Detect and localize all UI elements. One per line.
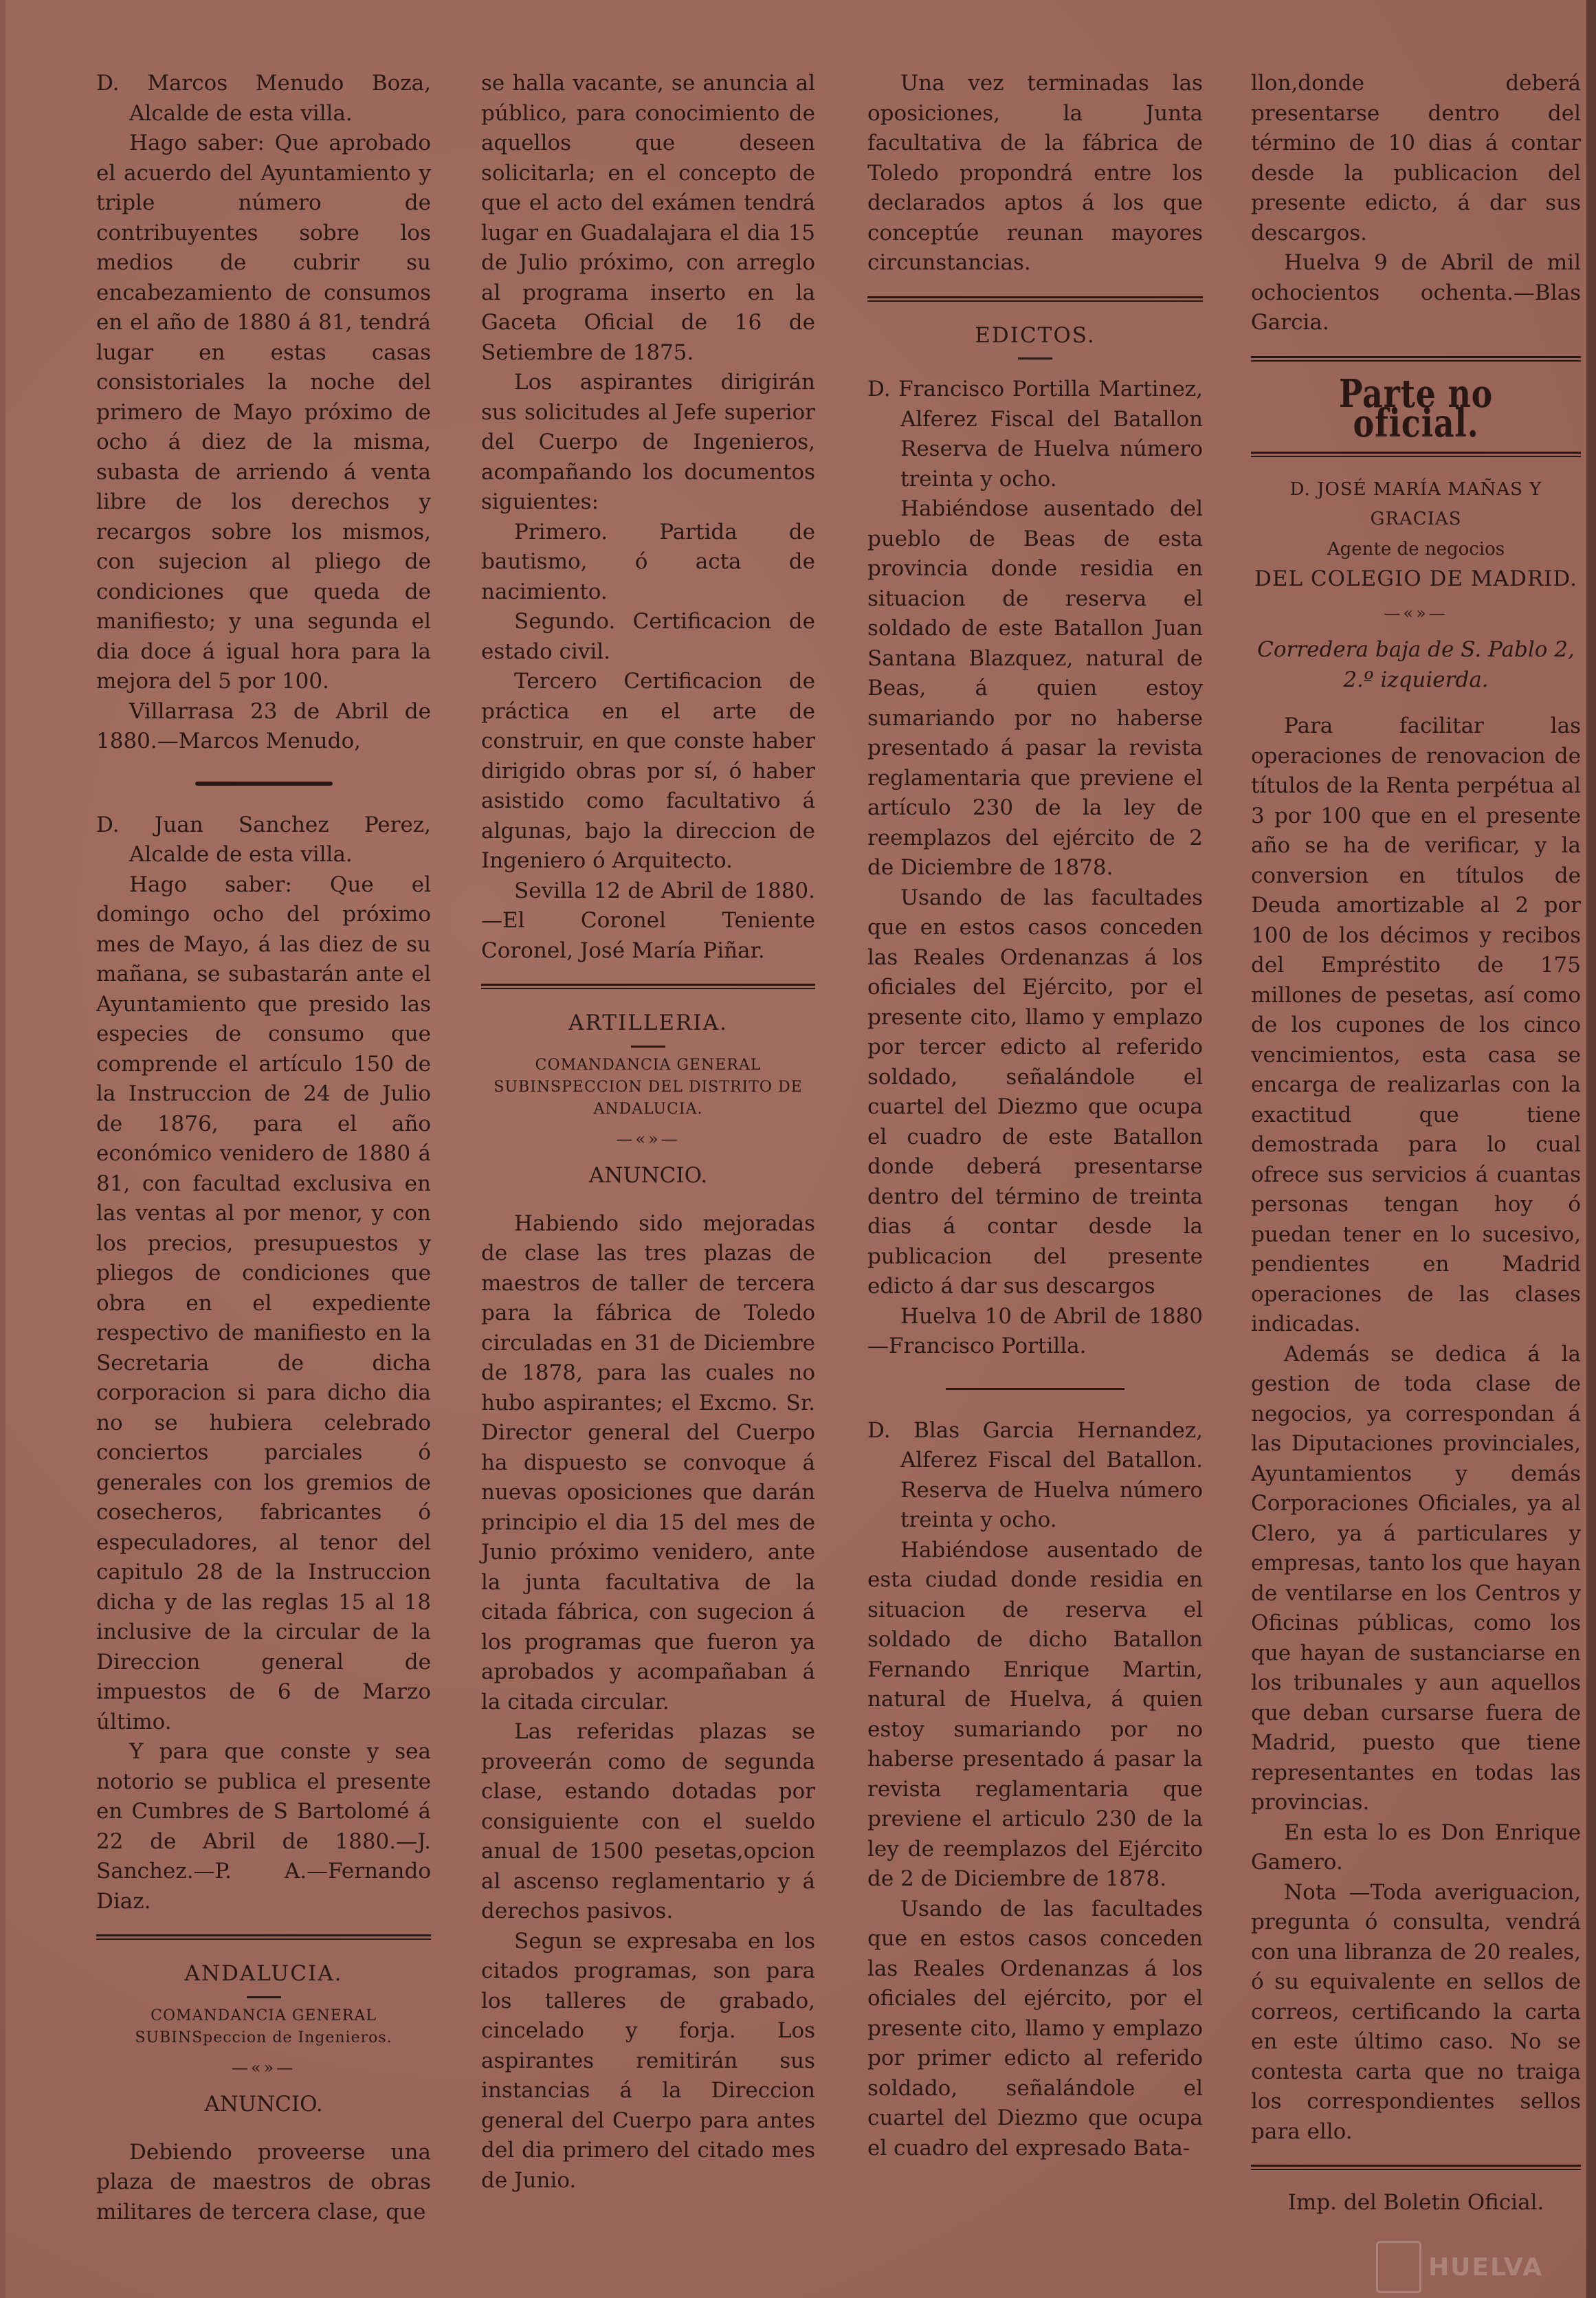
edict-body-garcia: Habiéndose ausentado de esta ciudad donde residia en situacion de reserva el soldado de dicho Batallon Fernando Enrique Martin, natural de Huelva, á quien estoy sumariando por no haberse presentado á pasar la revista reglamentaria que previene el articulo 230 de la ley de reemplazos del Ejército de 2 de Diciembre de 1878. xyxy=(867,1537,1203,1891)
notice-body-plazas: Las referidas plazas se proveerán como de segunda clase, estando dotadas por consiguiente con el sueldo anual de 1500 pesetas,opcion al ascenso reglamentario y á derechos pasivos. xyxy=(481,1719,815,1923)
agent-name: D. JOSÉ MARÍA MAÑAS Y GRACIAS xyxy=(1289,478,1542,529)
edict-header-garcia: D. Blas Garcia Hernandez, Alferez Fiscal del Batallon. Reserva de Huelva número treinta y ocho. xyxy=(867,1417,1203,1532)
edict-continued: llon,donde deberá presentarse dentro del término de 10 dias á contar desde la publicacion del presente edicto, á dar sus descargos. xyxy=(1251,71,1581,245)
column-2 xyxy=(481,69,815,2196)
archive-emblem-icon xyxy=(1376,2241,1421,2293)
notice-body-junta: Una vez terminadas las oposiciones, la Junta facultativa de la fábrica de Toledo propondrá entre los declarados aptos á los que conceptúe reunan mayores circunstancias. xyxy=(867,71,1203,275)
section-rule xyxy=(96,1934,431,1940)
ad-note: Nota —Toda averiguacion, pregunta ó consulta, vendrá con una libranza de 20 reales, ó su equivalente en sellos de correos, certificando la carta en este último caso. No se contesta carta que no traiga los correspondientes sellos para ello. xyxy=(1251,1879,1581,2144)
anuncio-heading: ANUNCIO. xyxy=(204,2092,323,2117)
edict-signature-portilla: Huelva 10 de Abril de 1880 —Francisco Portilla. xyxy=(867,1303,1203,1358)
agent-address: Corredera baja de S. Pablo 2, 2.º izquierda. xyxy=(1257,637,1575,692)
section-heading-artilleria: ARTILLERIA. xyxy=(568,1010,728,1035)
archive-watermark-logo xyxy=(1376,2236,1582,2298)
dash-divider xyxy=(1018,357,1052,360)
page-edge-left xyxy=(0,0,5,2298)
separator xyxy=(195,782,333,786)
notice-signature-pinar: Sevilla 12 de Abril de 1880.—El Coronel Teniente Coronel, José María Piñar. xyxy=(481,878,815,963)
edict-facultades-garcia: Usando de las facultades que en estos casos conceden las Reales Ordenanzas á los oficiales del ejército, por el presente cito, llamo y emplazo por primer edicto al referido soldado, señalándole el cuartel del Diezmo que ocupa el cuadro del expresado Bata- xyxy=(867,1896,1203,2161)
notice-item-segundo: Segundo. Certificacion de estado civil. xyxy=(481,609,815,664)
ornament: —«»— xyxy=(231,2057,296,2077)
dash-divider xyxy=(247,1996,281,1998)
notice-header-menudo: D. Marcos Menudo Boza, Alcalde de esta villa. xyxy=(96,71,431,126)
notice-body-menudo: Hago saber: Que aprobado el acuerdo del Ayuntamiento y triple número de contribuyentes sobre los medios de cubrir su encabezamiento de consumos en el año de 1880 á 81, tendrá lugar en estas casas consistoriales la noche del primero de Mayo próximo de ocho á diez de la misma, subasta de arriendo á venta libre de los derechos y recargos sobre los mismos, con sujecion al pliego de condiciones que queda de manifiesto; y una segunda el dia doce á igual hora para la mejora del 5 por 100. xyxy=(96,131,431,694)
separator xyxy=(946,1388,1124,1390)
section-rule xyxy=(1251,2165,1581,2170)
notice-body-sanchez: Hago saber: Que el domingo ocho del próximo mes de Mayo, á las diez de su mañana, se subastarán ante el Ayuntamiento que presido las especies de consumo que comprende el artículo 150 de la Instruccion de 24 de Julio de 1876, para el año económico venidero de 1880 á 81, con facultad exclusiva en las ventas al por menor, y con los precios, presupuestos y pliegos de condiciones que obra en el expediente respectivo de manifiesto en la Secretaria de dicha corporacion si para dicho dia no se hubiera celebrado conciertos parciales ó generales con los gremios de cosecheros, fabricantes ó especuladores, al tenor del capitulo 28 de la Instruccion dicha y de las reglas 15 al 18 inclusive de la circular de la Direccion general de impuestos de 6 de Marzo último. xyxy=(96,872,431,1734)
column-4 xyxy=(1251,69,1581,2218)
subheading-artilleria: COMANDANCIA GENERAL SUBINSPECCION DEL DISTRITO DE ANDALUCIA. xyxy=(494,1056,803,1118)
watermark-text: HUELVA xyxy=(1428,2253,1544,2282)
notice-header-sanchez: D. Juan Sanchez Perez, Alcalde de esta villa. xyxy=(96,812,431,867)
notice-aspirantes: Los aspirantes dirigirán sus solicitudes al Jefe superior del Cuerpo de Ingenieros, acompañando los documentos siguientes: xyxy=(481,370,815,514)
dash-divider xyxy=(631,1046,665,1048)
notice-item-tercero: Tercero Certificacion de práctica en el arte de construir, en que conste haber dirigido obras por sí, ó haber asistido como facultativo á algunas, bajo la direccion de Ingeniero ó Arquitecto. xyxy=(481,669,815,873)
column-1 xyxy=(96,69,431,2227)
notice-body-programas: Segun se expresaba en los citados programas, son para los talleres de grabado, cincelado y forja. Los aspirantes remitirán sus instancias á la Direccion general del Cuerpo para antes del dia primero del citado mes de Junio. xyxy=(481,1928,815,2193)
ad-body-negocios: Además se dedica á la gestion de toda clase de negocios, ya correspondan á las Diputaciones provinciales, Ayuntamientos y demás Corporaciones Oficiales, ya al Clero, ya á particulares y empresas, tanto los que hayan de ventilarse en los Centros y Oficinas públicas, como los que hayan de sustanciarse en los tribunales y aun aquellos que deban cursarse fuera de Madrid, puesto que tiene representantes en todas las provincias. xyxy=(1251,1341,1581,1815)
notice-signature-menudo: Villarrasa 23 de Abril de 1880.—Marcos Menudo, xyxy=(96,698,431,753)
edict-body-portilla: Habiéndose ausentado del pueblo de Beas de esta provincia donde residia en situacion de reserva el soldado de este Batallon Juan Santana Blazquez, natural de Beas, á quien estoy sumariando por no haberse presentado á pasar la revista reglamentaria que previene el artículo 230 de la ley de reemplazos del ejército de 2 de Diciembre de 1878. xyxy=(867,496,1203,880)
edict-header-portilla: D. Francisco Portilla Martinez, Alferez Fiscal del Batallon Reserva de Huelva número treinta y ocho. xyxy=(867,377,1203,491)
section-rule xyxy=(1251,452,1581,457)
edict-signature-garcia: Huelva 9 de Abril de mil ochocientos ochenta.—Blas Garcia. xyxy=(1251,250,1581,335)
imprint: Imp. del Boletin Oficial. xyxy=(1287,2190,1544,2215)
notice-body-continued: se halla vacante, se anuncia al público, para conocimiento de aquellos que deseen solicitarla; en el concepto de que el acto del exámen tendrá lugar en Guadalajara el dia 15 de Julio próximo, con arreglo al programa inserto en la Gaceta Oficial de 16 de Setiembre de 1875. xyxy=(481,71,815,365)
ad-body-gamero: En esta lo es Don Enrique Gamero. xyxy=(1251,1820,1581,1875)
section-heading-andalucia: ANDALUCIA. xyxy=(184,1961,343,1986)
anuncio-heading: ANUNCIO. xyxy=(588,1163,708,1188)
section-heading-parte-no-oficial: Parte no oficial. xyxy=(1338,371,1494,446)
agent-college: DEL COLEGIO DE MADRID. xyxy=(1254,566,1578,591)
section-rule xyxy=(1251,356,1581,362)
ornament: —«»— xyxy=(616,1129,680,1149)
notice-signature-sanchez: Y para que conste y sea notorio se publica el presente en Cumbres de S Bartolomé á 22 de Abril de 1880.—J. Sanchez.—P. A.—Fernando Diaz. xyxy=(96,1739,431,1914)
section-rule xyxy=(867,296,1203,302)
notice-item-primero: Primero. Partida de bautismo, ó acta de nacimiento. xyxy=(481,519,815,604)
ad-body-renta: Para facilitar las operaciones de renovacion de títulos de la Renta perpétua al 3 por 100 que en el presente año se ha de verificar, y la conversion en títulos de Deuda amortizable al 2 por 100 de los décimos y recibos del Empréstito de 175 millones de pesetas, así como de los cupones de los cinco vencimientos, esta casa se encarga de realizarlas con la exactitud que tiene demostrada para lo cual ofrece sus servicios á cuantas personas tengan hoy ó puedan tener en lo sucesivo, pendientes en Madrid operaciones de las clases indicadas. xyxy=(1251,714,1581,1336)
section-heading-edictos: EDICTOS. xyxy=(975,322,1096,348)
subheading-ingenieros: COMANDANCIA GENERAL SUBINSpeccion de Ingenieros. xyxy=(135,2007,392,2046)
notice-body-maestros: Debiendo proveerse una plaza de maestros de obras militares de tercera clase, que xyxy=(96,2139,431,2224)
agent-title: Agente de negocios xyxy=(1327,538,1505,560)
column-3 xyxy=(867,69,1203,2163)
edict-facultades-portilla: Usando de las facultades que en estos casos conceden las Reales Ordenanzas á los oficiales del Ejército, por el presente cito, llamo y emplazo por tercer edicto al referido soldado, señalándole el cuartel del Diezmo que ocupa el cuadro de este Batallon donde deberá presentarse dentro del término de treinta dias á contar desde la publicacion del presente edicto á dar sus descargos xyxy=(867,885,1203,1299)
section-rule xyxy=(481,984,815,989)
page-edge-right xyxy=(1586,0,1596,2298)
ornament: —«»— xyxy=(1384,603,1448,623)
notice-body-toledo: Habiendo sido mejoradas de clase las tres plazas de maestros de taller de tercera para la fábrica de Toledo circuladas en 31 de Diciembre de 1878, para las cuales no hubo aspirantes; el Excmo. Sr. Director general del Cuerpo ha dispuesto se convoque á nuevas oposiciones que darán principio el dia 15 del mes de Junio próximo venidero, ante la junta facultativa de la citada fábrica, con sugecion á los programas que fueron ya aprobados y acompañaban á la citada circular. xyxy=(481,1211,815,1714)
